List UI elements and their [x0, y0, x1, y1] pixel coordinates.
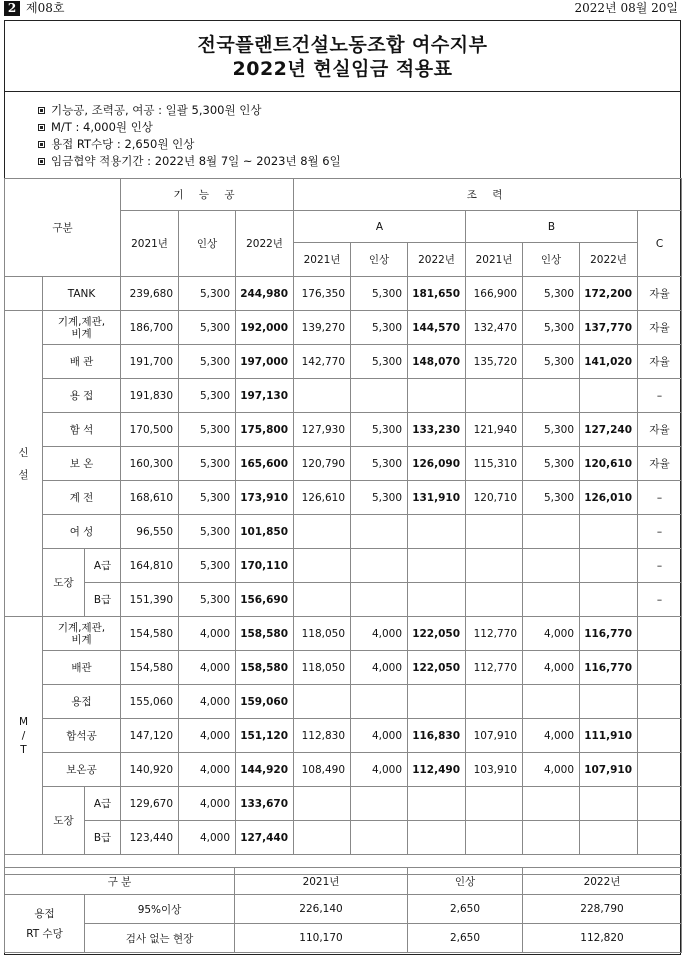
header-group-b: B: [466, 211, 638, 243]
cell-a-2021: [294, 787, 351, 821]
cell-c-value: [638, 685, 682, 719]
title-union: 전국플랜트건설노동조합 여수지부: [197, 34, 488, 56]
cell-c-value: 자율: [638, 311, 682, 345]
cell-a-2021: 118,050: [294, 617, 351, 651]
cell-b-2022: 126,010: [580, 481, 638, 515]
cell-c-value: [638, 719, 682, 753]
cell-a-raise: 5,300: [351, 277, 408, 311]
cell-skilled-raise: 5,300: [179, 277, 236, 311]
cell-a-2021: 112,830: [294, 719, 351, 753]
cell-c-value: [638, 787, 682, 821]
cell-skilled-2021: 191,830: [121, 379, 179, 413]
cell-b-raise: [523, 685, 580, 719]
cell-skilled-raise: 4,000: [179, 719, 236, 753]
cell-skilled-raise: 5,300: [179, 413, 236, 447]
section-label-new: 신 설: [5, 311, 43, 617]
table-row: [5, 753, 682, 787]
cell-b-2021: [466, 685, 523, 719]
cell-b-2021: 112,770: [466, 617, 523, 651]
cell-skilled-raise: 5,300: [179, 515, 236, 549]
header-b-raise: 인상: [523, 243, 580, 277]
cell-a-raise: 4,000: [351, 617, 408, 651]
section-label-mt: M / T: [5, 617, 43, 855]
cell-a-2022: 122,050: [408, 617, 466, 651]
cell-a-2021: 126,610: [294, 481, 351, 515]
cell-a-2021: [294, 515, 351, 549]
rt-2022-value: 228,790: [523, 895, 682, 924]
cell-skilled-2022: 192,000: [236, 311, 294, 345]
table-row: [5, 719, 682, 753]
cell-a-2022: [408, 515, 466, 549]
cell-skilled-2021: 147,120: [121, 719, 179, 753]
page-number: 2: [4, 1, 20, 16]
row-label: 배 관: [43, 345, 121, 379]
header-a-raise: 인상: [351, 243, 408, 277]
cell-b-2022: 120,610: [580, 447, 638, 481]
rt-header-raise: 인상: [408, 868, 523, 895]
table-row: [5, 447, 682, 481]
row-label: 함 석: [43, 413, 121, 447]
cell-b-2022: 137,770: [580, 311, 638, 345]
cell-skilled-2021: 168,610: [121, 481, 179, 515]
cell-skilled-raise: 4,000: [179, 685, 236, 719]
cell-b-2022: [580, 787, 638, 821]
cell-b-2021: [466, 787, 523, 821]
cell-b-2022: 116,770: [580, 651, 638, 685]
cell-a-raise: 4,000: [351, 719, 408, 753]
cell-c-value: –: [638, 549, 682, 583]
row-label: A급: [85, 787, 121, 821]
note-text: M/T : 4,000원 인상: [51, 120, 153, 134]
cell-skilled-2021: 155,060: [121, 685, 179, 719]
cell-b-2021: 121,940: [466, 413, 523, 447]
cell-b-raise: [523, 549, 580, 583]
cell-b-2022: 116,770: [580, 617, 638, 651]
row-label: B급: [85, 583, 121, 617]
cell-b-2021: 120,710: [466, 481, 523, 515]
cell-a-2021: [294, 685, 351, 719]
cell-a-2022: [408, 583, 466, 617]
header-helper: 조 력: [294, 179, 682, 211]
cell-skilled-raise: 5,300: [179, 379, 236, 413]
cell-b-2021: 107,910: [466, 719, 523, 753]
cell-skilled-2021: 123,440: [121, 821, 179, 855]
cell-a-raise: 5,300: [351, 481, 408, 515]
square-bullet-icon: [38, 124, 45, 131]
cell-b-2022: [580, 821, 638, 855]
cell-a-2022: 131,910: [408, 481, 466, 515]
cell-skilled-raise: 4,000: [179, 651, 236, 685]
cell-a-2022: 181,650: [408, 277, 466, 311]
row-label: 함석공: [43, 719, 121, 753]
cell-a-raise: 5,300: [351, 413, 408, 447]
cell-skilled-raise: 5,300: [179, 549, 236, 583]
cell-skilled-2022: 197,130: [236, 379, 294, 413]
cell-b-2021: 135,720: [466, 345, 523, 379]
note-text: 임금협약 적용기간 : 2022년 8월 7일 ~ 2023년 8월 6일: [51, 154, 341, 168]
table-row: [5, 379, 682, 413]
cell-skilled-2022: 165,600: [236, 447, 294, 481]
cell-skilled-2022: 159,060: [236, 685, 294, 719]
cell-c-value: [638, 651, 682, 685]
rt-condition: 95%이상: [85, 895, 235, 924]
cell-skilled-2022: 158,580: [236, 617, 294, 651]
table-row: [5, 481, 682, 515]
cell-skilled-2021: 151,390: [121, 583, 179, 617]
cell-skilled-2022: 127,440: [236, 821, 294, 855]
cell-b-raise: [523, 515, 580, 549]
table-row: [5, 277, 682, 311]
header-skilled-2021: 2021년: [121, 211, 179, 277]
cell-b-2021: [466, 379, 523, 413]
rt-label: 용접 RT 수당: [5, 895, 85, 953]
cell-a-raise: 5,300: [351, 447, 408, 481]
cell-c-value: [638, 753, 682, 787]
cell-a-2022: [408, 549, 466, 583]
rt-2022-value: 112,820: [523, 924, 682, 953]
cell-a-2021: [294, 549, 351, 583]
cell-skilled-raise: 5,300: [179, 345, 236, 379]
table-row: [5, 685, 682, 719]
cell-b-2021: [466, 583, 523, 617]
header-b-2021: 2021년: [466, 243, 523, 277]
cell-a-2022: 133,230: [408, 413, 466, 447]
cell-b-2022: 172,200: [580, 277, 638, 311]
cell-b-2022: [580, 379, 638, 413]
rt-2021-value: 226,140: [235, 895, 408, 924]
cell-a-2022: 122,050: [408, 651, 466, 685]
cell-c-value: [638, 617, 682, 651]
wage-table: [4, 178, 682, 875]
cell-b-raise: 5,300: [523, 345, 580, 379]
table-row: [5, 345, 682, 379]
cell-skilled-raise: 5,300: [179, 583, 236, 617]
cell-b-raise: 4,000: [523, 617, 580, 651]
header-category: 구분: [5, 179, 121, 277]
note-item: [38, 119, 341, 136]
cell-b-raise: 5,300: [523, 277, 580, 311]
cell-b-2021: 103,910: [466, 753, 523, 787]
header-group-c: C: [638, 211, 682, 277]
cell-a-2021: [294, 379, 351, 413]
cell-skilled-2022: 151,120: [236, 719, 294, 753]
table-row: [5, 549, 682, 583]
note-item: [38, 153, 341, 170]
cell-skilled-2022: 175,800: [236, 413, 294, 447]
cell-skilled-2021: 239,680: [121, 277, 179, 311]
cell-b-raise: 4,000: [523, 651, 580, 685]
cell-skilled-2021: 154,580: [121, 617, 179, 651]
cell-b-2022: 127,240: [580, 413, 638, 447]
cell-a-2022: 112,490: [408, 753, 466, 787]
cell-a-2021: [294, 821, 351, 855]
cell-skilled-2022: 144,920: [236, 753, 294, 787]
notes-list: [38, 102, 341, 170]
cell-skilled-raise: 5,300: [179, 481, 236, 515]
cell-b-2021: 132,470: [466, 311, 523, 345]
cell-skilled-raise: 4,000: [179, 617, 236, 651]
row-label: 여 성: [43, 515, 121, 549]
cell-b-2022: [580, 549, 638, 583]
cell-skilled-2021: 186,700: [121, 311, 179, 345]
cell-a-2021: 108,490: [294, 753, 351, 787]
title-wage-table: 2022년 현실임금 적용표: [232, 58, 453, 80]
cell-c-value: 자율: [638, 277, 682, 311]
cell-c-value: 자율: [638, 345, 682, 379]
cell-b-raise: [523, 787, 580, 821]
cell-a-2022: 116,830: [408, 719, 466, 753]
rt-allowance-table: [4, 867, 682, 953]
cell-skilled-2022: 156,690: [236, 583, 294, 617]
header-group-a: A: [294, 211, 466, 243]
square-bullet-icon: [38, 141, 45, 148]
cell-c-value: –: [638, 583, 682, 617]
note-item: [38, 102, 341, 119]
top-strip: [0, 0, 684, 16]
cell-a-2022: [408, 685, 466, 719]
cell-b-2022: 141,020: [580, 345, 638, 379]
cell-a-2021: 142,770: [294, 345, 351, 379]
cell-a-raise: 5,300: [351, 311, 408, 345]
publication-date: 2022년 08월 20일: [574, 1, 678, 15]
cell-c-value: –: [638, 515, 682, 549]
cell-skilled-2021: 191,700: [121, 345, 179, 379]
header-b-2022: 2022년: [580, 243, 638, 277]
rt-header-2021: 2021년: [235, 868, 408, 895]
cell-b-raise: 4,000: [523, 719, 580, 753]
square-bullet-icon: [38, 107, 45, 114]
cell-skilled-raise: 4,000: [179, 821, 236, 855]
cell-b-raise: 4,000: [523, 753, 580, 787]
cell-a-2022: 144,570: [408, 311, 466, 345]
header-skilled-2022: 2022년: [236, 211, 294, 277]
cell-c-value: 자율: [638, 413, 682, 447]
issue-number: 제08호: [26, 1, 65, 15]
table-row: [5, 821, 682, 855]
cell-b-2021: [466, 515, 523, 549]
cell-skilled-2022: 197,000: [236, 345, 294, 379]
cell-a-2021: 176,350: [294, 277, 351, 311]
row-label: 용 접: [43, 379, 121, 413]
cell-skilled-2021: 96,550: [121, 515, 179, 549]
table-row: [5, 413, 682, 447]
cell-a-2021: 139,270: [294, 311, 351, 345]
cell-skilled-raise: 5,300: [179, 447, 236, 481]
cell-a-raise: 4,000: [351, 753, 408, 787]
row-label: 용접: [43, 685, 121, 719]
note-text: 용접 RT수당 : 2,650원 인상: [51, 137, 195, 151]
cell-skilled-2022: 173,910: [236, 481, 294, 515]
cell-b-raise: 5,300: [523, 481, 580, 515]
table-row: [5, 787, 682, 821]
row-label: 보온공: [43, 753, 121, 787]
cell-b-2021: 112,770: [466, 651, 523, 685]
blank-cell: [5, 277, 43, 311]
cell-b-2022: [580, 515, 638, 549]
cell-a-raise: 5,300: [351, 345, 408, 379]
cell-c-value: –: [638, 481, 682, 515]
cell-skilled-2021: 160,300: [121, 447, 179, 481]
cell-skilled-2021: 154,580: [121, 651, 179, 685]
document-header: [4, 20, 681, 92]
rt-header-category: 구 분: [5, 868, 235, 895]
row-label: A급: [85, 549, 121, 583]
cell-skilled-2022: 101,850: [236, 515, 294, 549]
cell-skilled-2022: 170,110: [236, 549, 294, 583]
cell-a-2021: 118,050: [294, 651, 351, 685]
cell-b-2021: 115,310: [466, 447, 523, 481]
cell-a-raise: [351, 685, 408, 719]
square-bullet-icon: [38, 158, 45, 165]
row-label: 계 전: [43, 481, 121, 515]
cell-b-2021: [466, 549, 523, 583]
table-row: [5, 515, 682, 549]
cell-skilled-2021: 164,810: [121, 549, 179, 583]
cell-skilled-2022: 133,670: [236, 787, 294, 821]
painting-label: 도장: [43, 787, 85, 855]
cell-skilled-2021: 170,500: [121, 413, 179, 447]
cell-skilled-2021: 129,670: [121, 787, 179, 821]
rt-condition: 검사 없는 현장: [85, 924, 235, 953]
cell-a-2021: 127,930: [294, 413, 351, 447]
cell-skilled-raise: 5,300: [179, 311, 236, 345]
cell-a-2022: 126,090: [408, 447, 466, 481]
cell-b-raise: 5,300: [523, 311, 580, 345]
cell-b-2022: 107,910: [580, 753, 638, 787]
cell-a-raise: [351, 515, 408, 549]
rt-raise-value: 2,650: [408, 924, 523, 953]
rt-raise-value: 2,650: [408, 895, 523, 924]
cell-c-value: [638, 821, 682, 855]
cell-b-raise: [523, 583, 580, 617]
row-label: 배관: [43, 651, 121, 685]
cell-b-raise: [523, 379, 580, 413]
table-row: [5, 311, 682, 345]
cell-a-2022: 148,070: [408, 345, 466, 379]
cell-a-2022: [408, 821, 466, 855]
cell-b-raise: 5,300: [523, 447, 580, 481]
cell-b-raise: 5,300: [523, 413, 580, 447]
cell-b-2022: [580, 583, 638, 617]
header-a-2022: 2022년: [408, 243, 466, 277]
row-label: 보 온: [43, 447, 121, 481]
cell-b-2022: [580, 685, 638, 719]
cell-b-2021: 166,900: [466, 277, 523, 311]
cell-skilled-2021: 140,920: [121, 753, 179, 787]
cell-b-2022: 111,910: [580, 719, 638, 753]
cell-skilled-2022: 158,580: [236, 651, 294, 685]
header-skilled: 기 능 공: [121, 179, 294, 211]
cell-b-raise: [523, 821, 580, 855]
cell-a-raise: [351, 821, 408, 855]
row-label: 기계,제관, 비계: [43, 311, 121, 345]
table-row: [5, 651, 682, 685]
painting-label: 도장: [43, 549, 85, 617]
table-row: [5, 583, 682, 617]
rt-header-2022: 2022년: [523, 868, 682, 895]
cell-c-value: 자율: [638, 447, 682, 481]
header-a-2021: 2021년: [294, 243, 351, 277]
cell-a-raise: [351, 583, 408, 617]
cell-a-2021: 120,790: [294, 447, 351, 481]
cell-skilled-2022: 244,980: [236, 277, 294, 311]
cell-a-raise: [351, 549, 408, 583]
row-label: 기계,제관, 비계: [43, 617, 121, 651]
note-text: 기능공, 조력공, 여공 : 일괄 5,300원 인상: [51, 103, 262, 117]
table-row: [5, 617, 682, 651]
cell-a-2022: [408, 379, 466, 413]
cell-a-raise: 4,000: [351, 651, 408, 685]
cell-a-raise: [351, 379, 408, 413]
row-label: TANK: [43, 277, 121, 311]
cell-a-raise: [351, 787, 408, 821]
cell-c-value: –: [638, 379, 682, 413]
rt-2021-value: 110,170: [235, 924, 408, 953]
cell-b-2021: [466, 821, 523, 855]
header-skilled-raise: 인상: [179, 211, 236, 277]
cell-a-2021: [294, 583, 351, 617]
cell-a-2022: [408, 787, 466, 821]
note-item: [38, 136, 341, 153]
row-label: B급: [85, 821, 121, 855]
cell-skilled-raise: 4,000: [179, 787, 236, 821]
cell-skilled-raise: 4,000: [179, 753, 236, 787]
